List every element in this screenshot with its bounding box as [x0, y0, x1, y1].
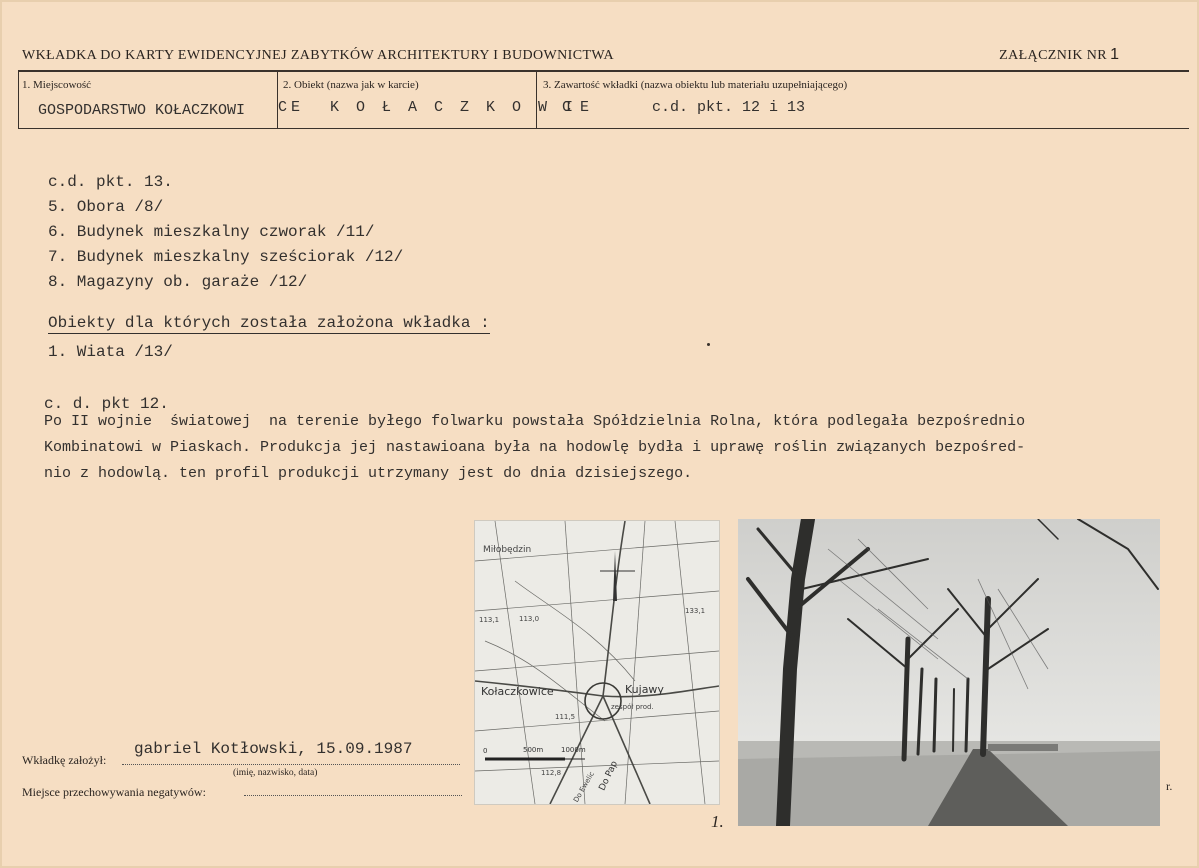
header-rule-bottom — [18, 128, 1189, 129]
locality-value: GOSPODARSTWO KOŁACZKOWI — [38, 102, 246, 119]
founder-sub: (imię, nazwisko, data) — [233, 768, 318, 778]
photo-drawing — [738, 519, 1160, 826]
contents-label: 3. Zawartość wkładki (nazwa obiektu lub materiału uzupełniającego) — [543, 79, 848, 91]
negatives-label: Miejsce przechowywania negatywów: — [22, 785, 206, 799]
map-scale-label: 0 — [483, 747, 488, 755]
list-heading: c.d. pkt. 13. — [48, 173, 173, 191]
map-road-label: Do Pap — [597, 759, 620, 793]
header-rule-top — [18, 70, 1189, 72]
locality-label: 1. Miejscowość — [22, 79, 92, 91]
card-title: WKŁADKA DO KARTY EWIDENCYJNEJ ZABYTKÓW ARCHITEKTURY I BUDOWNICTWA — [22, 48, 614, 63]
map-label: 111,5 — [555, 713, 576, 721]
object-label: 2. Obiekt (nazwa jak w karcie) — [283, 79, 419, 91]
map-label: 133,1 — [685, 607, 706, 615]
map-clipping — [474, 520, 720, 805]
handwritten-mark: 1. — [711, 812, 724, 831]
paragraph-heading: c. d. pkt 12. — [44, 395, 169, 413]
map-label: Kołaczkowice — [481, 685, 554, 698]
map-scale-label: 500m — [523, 746, 544, 754]
contents-value: C E c.d. pkt. 12 i 13 — [562, 99, 806, 116]
map-label: 113,0 — [519, 615, 540, 623]
annex-number: 1 — [1110, 46, 1119, 63]
map-drawing — [475, 521, 719, 804]
map-scale-label: 1000m — [561, 746, 586, 754]
founder-value: gabriel Kotłowski, 15.09.1987 — [134, 740, 413, 758]
paragraph-line: Po II wojnie światowej na terenie byłego folwarku powstała Spółdzielnia Rolna, która podlegała bezpośrednio — [44, 413, 1026, 430]
founder-label: Wkładkę założył: — [22, 753, 107, 767]
negatives-dotline — [244, 795, 462, 796]
annex-label: ZAŁĄCZNIK NR — [999, 48, 1107, 63]
list-item: 6. Budynek mieszkalny czworak /11/ — [48, 223, 375, 241]
map-label: Miłobędzin — [483, 545, 532, 555]
subheading: Obiekty dla których została założona wkładka : — [48, 314, 490, 332]
list-item: 5. Obora /8/ — [48, 198, 164, 216]
map-label: Kujawy — [625, 683, 664, 696]
map-label: 112,8 — [541, 769, 562, 777]
header-rule-left — [18, 72, 19, 128]
map-label: zespół prod. — [611, 703, 654, 711]
ink-speck — [707, 343, 710, 346]
list-item: 7. Budynek mieszkalny sześciorak /12/ — [48, 248, 404, 266]
founder-dotline — [122, 764, 460, 765]
photograph — [738, 519, 1160, 826]
list-item: 8. Magazyny ob. garaże /12/ — [48, 273, 308, 291]
map-label: 113,1 — [479, 616, 500, 624]
paragraph-line: Kombinatowi w Piaskach. Produkcja jej nastawioana była na hodowlę bydła i uprawę roślin związanych bezpośred- — [44, 439, 1026, 456]
paragraph-line: nio z hodowlą. ten profil produkcji utrzymany jest do dnia dzisiejszego. — [44, 465, 693, 482]
subitem: 1. Wiata /13/ — [48, 343, 173, 361]
object-value: CE K O Ł A C Z K O W I — [278, 99, 578, 116]
map-label: Do Ewelic — [572, 770, 597, 804]
side-mark: r. — [1166, 779, 1173, 793]
